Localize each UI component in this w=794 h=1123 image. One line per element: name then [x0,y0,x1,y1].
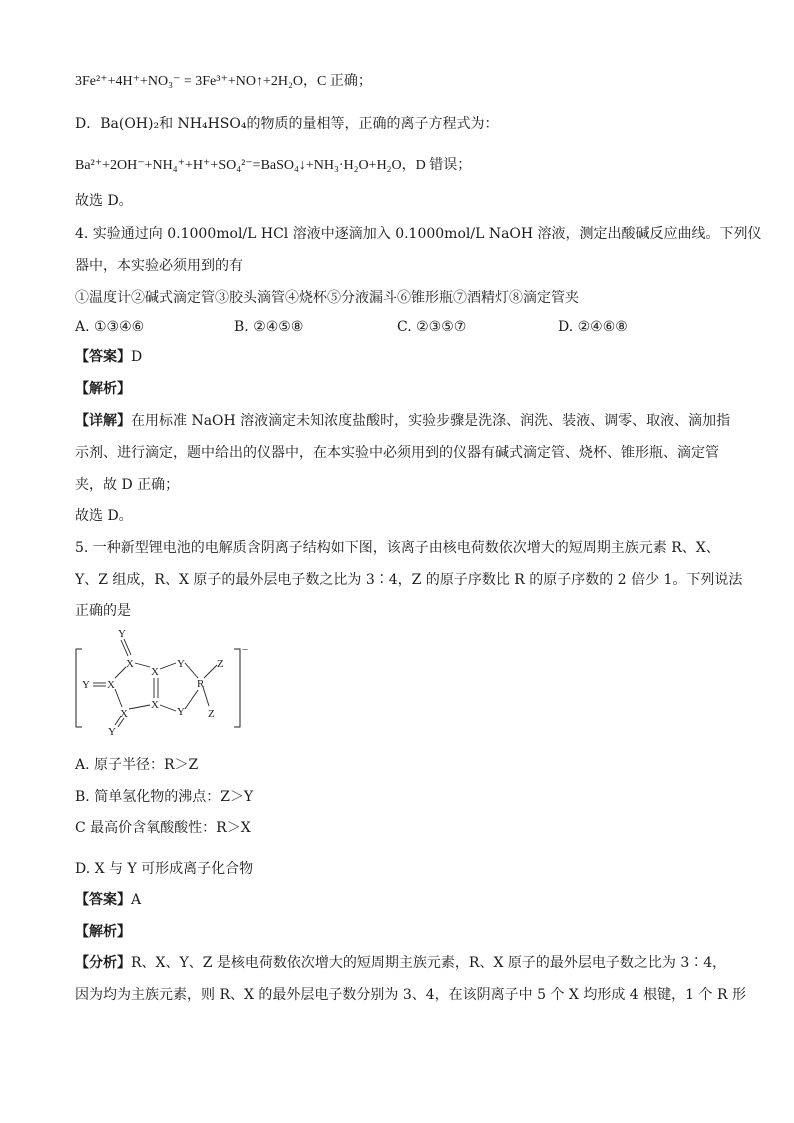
equation-c-rhs: = 3Fe³⁺+NO↑+2H₂O [183,74,303,89]
q5-analysis-label: 【解析】 [75,924,131,940]
atom-z-upper: Z [217,658,224,670]
q4-option-c: C. ②③⑤⑦ [397,319,467,335]
q5-analysis-line1 [75,953,726,973]
q5-answer [75,890,141,910]
q4-conclusion: 故选 D。 [75,508,133,524]
anion-structure-diagram [70,625,270,745]
q4-detail-line2: 示剂、进行滴定，题中给出的仪器中，在本实验中必须用到的仪器有碱式滴定管、烧杯、锥形瓶、滴定管 [75,445,719,461]
detail-label: 【详解】 [75,413,131,429]
atom-x-lower-mid: X [151,699,159,711]
q5-stem-line1: 5. 一种新型锂电池的电解质含阴离子结构如下图，该离子由核电荷数依次增大的短周期主族元素 R、X、 [75,540,720,556]
answer-label: 【答案】 [75,892,131,908]
q4-detail-line3: 夹，故 D 正确； [75,477,180,493]
q5-analysis-line2: 因为均为主族元素，则 R、X 的最外层电子数分别为 3、4，在该阴离子中 5 个 X 均形成 4 根键，1 个 R 形 [75,987,746,1003]
equation-c-lhs: 3Fe²⁺+4H⁺+NO₃⁻ [75,74,181,89]
atom-y-top: Y [118,628,126,640]
q4-stem-line1: 4. 实验通过向 0.1000mol/L HCl 溶液中逐滴加入 0.1000mol/L NaOH 溶液，测定出酸碱反应曲线。下列仪 [75,226,762,242]
analysis-text: R、X、Y、Z 是核电荷数依次增大的短周期主族元素，R、X 原子的最外层电子数之比为 3∶4， [131,955,727,971]
option-d-intro: D．Ba(OH)₂和 NH₄HSO₄的物质的量相等，正确的离子方程式为： [75,116,499,132]
q5-option-a: A. 原子半径：R＞Z [75,757,199,773]
q5-option-c: C 最高价含氧酸酸性：R＞X [75,820,251,836]
detail-text: 在用标准 NaOH 溶液滴定未知浓度盐酸时，实验步骤是洗涤、润洗、装液、调零、取液、滴加指 [131,413,731,429]
q5-option-b: B. 简单氢化物的沸点：Z＞Y [75,789,254,805]
equation-d-tail: ，D 错误； [401,158,472,173]
right-bracket [234,649,240,727]
atom-y-bottom: Y [108,726,116,738]
q4-stem-line2: 器中，本实验必须用到的有 [75,258,243,274]
atom-x-top: X [126,658,134,670]
answer-value: D [131,349,143,365]
equation-c [75,72,372,92]
atom-r: R [197,678,205,690]
q5-option-d: D. X 与 Y 可形成离子化合物 [75,861,254,877]
equation-d [75,156,471,176]
atom-x-left: X [107,679,115,691]
q4-items: ①温度计②碱式滴定管③胶头滴管④烧杯⑤分液漏斗⑥锥形瓶⑦酒精灯⑧滴定管夹 [75,290,579,306]
answer-value: A [131,892,142,908]
atom-z-lower: Z [208,708,215,720]
q4-option-d: D. ②④⑥⑧ [558,319,628,335]
atom-y-upper-right: Y [177,658,185,670]
equation-c-tail: ，C 正确； [302,74,372,89]
q5-stem-line2: Y、Z 组成，R、X 原子的最外层电子数之比为 3∶4，Z 的原子序数比 R 的原子序数的 2 倍少 1。下列说法 [75,572,743,588]
analysis-sub-label: 【分析】 [75,955,131,971]
atom-y-left: Y [82,679,90,691]
q4-detail-line1 [75,411,730,431]
q4-option-a: A. ①③④⑥ [75,319,145,335]
atom-x-upper-mid: X [151,666,159,678]
equation-d-body: Ba²⁺+2OH⁻+NH₄⁺+H⁺+SO₄²⁻=BaSO₄↓+NH₃·H₂O+H₂O [75,158,402,173]
q4-analysis-label: 【解析】 [75,381,131,397]
atom-x-bottom: X [120,708,128,720]
q4-option-b: B. ②④⑤⑧ [234,319,304,335]
q5-stem-line3: 正确的是 [75,603,131,619]
answer-label: 【答案】 [75,349,131,365]
q4-answer [75,347,142,367]
charge-sign: − [242,644,249,656]
q3-conclusion: 故选 D。 [75,193,133,209]
atom-y-lower-right: Y [177,706,185,718]
